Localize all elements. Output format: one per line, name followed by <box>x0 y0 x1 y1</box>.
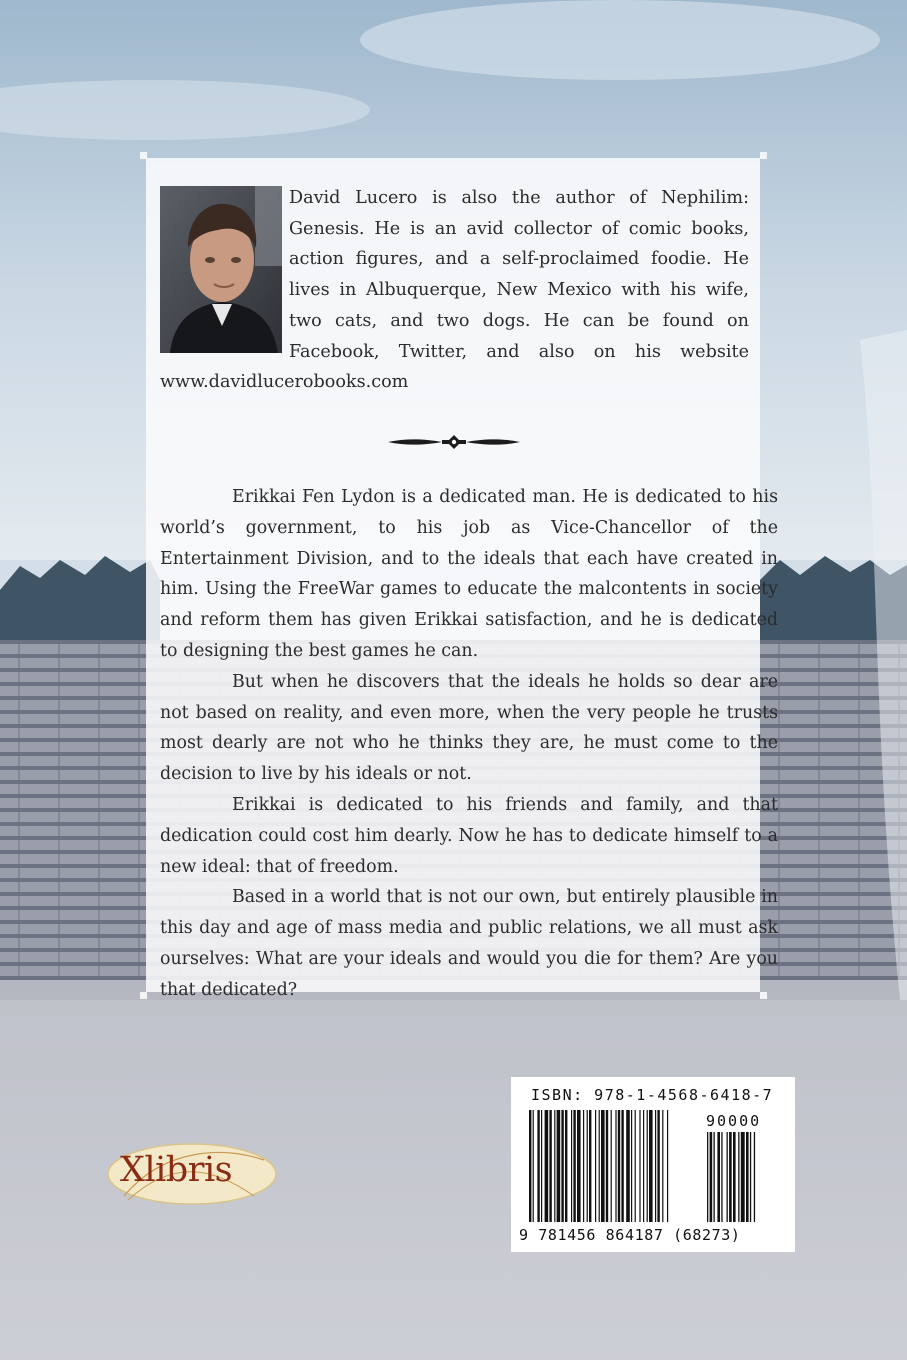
barcode-bar <box>611 1110 612 1222</box>
barcode-bar <box>643 1110 644 1222</box>
barcode-bar <box>529 1110 531 1222</box>
barcode-addon-bar <box>750 1132 751 1222</box>
barcode-bar <box>639 1110 640 1222</box>
synopsis-paragraph: But when he discovers that the ideals he holds so dear are not based on reality, and even more, when the very people he trusts most dearly are not who he thinks they are, he must come to the decision to live by his ideals or not. <box>160 671 778 785</box>
price-code: 90000 <box>706 1112 762 1130</box>
barcode-bar <box>631 1110 632 1222</box>
barcode-addon-bar <box>729 1132 732 1222</box>
author-bio <box>160 183 749 398</box>
panel-corner <box>140 992 147 999</box>
synopsis-paragraph: Erikkai Fen Lydon is a dedicated man. He is dedicated to his world’s government, to his job as Vice-Chancellor of the Entertainment Division, and to the ideals that each have created in him. Using the FreeWar games to educate the malcontents in society and reform them has given Erikkai satisfaction, and he is dedicated to designing the best games he can. <box>160 487 778 661</box>
barcode-bar <box>565 1110 567 1222</box>
publisher-logo-text: Xlibris <box>120 1150 233 1190</box>
barcode-bar <box>662 1110 663 1222</box>
barcode-addon-bar <box>714 1132 715 1222</box>
barcode-bar <box>599 1110 600 1222</box>
barcode-addon-bar <box>717 1132 720 1222</box>
barcode-bar <box>595 1110 596 1222</box>
barcode-bar <box>549 1110 551 1222</box>
barcode-addon-bar <box>707 1132 708 1222</box>
publisher-logo <box>104 1138 280 1210</box>
barcode-bar <box>577 1110 581 1222</box>
barcode-bar <box>545 1110 549 1222</box>
panel-corner <box>760 152 767 159</box>
barcode-bar <box>561 1110 563 1222</box>
barcode-digits: 9 781456 864187 (68273) <box>519 1226 741 1244</box>
synopsis-paragraph: Based in a world that is not our own, but entirely plausible in this day and age of mass media and public relations, we all must ask ourselves: What are your ideals and would you die for them? Are you that dedicated? <box>160 887 778 1000</box>
barcode-bar <box>541 1110 542 1222</box>
barcode-bar <box>647 1110 648 1222</box>
barcode-bar <box>573 1110 575 1222</box>
barcode-bar <box>533 1110 534 1222</box>
barcode-bar <box>615 1110 616 1222</box>
cloud <box>360 0 880 80</box>
author-bio-text: David Lucero is also the author of Nephilim: Genesis. He is an avid collector of comic books, action figures, and a self-proclaimed foodie. He lives in Albuquerque, New Mexico with his wife, two cats, and two dogs. He can be found on Facebook, Twitter, and also on his website www.davidlucerobooks.com <box>160 188 749 393</box>
barcode-bar <box>649 1110 653 1222</box>
barcode-addon-bar <box>738 1132 739 1222</box>
barcode-addon-bar <box>710 1132 713 1222</box>
barcode-addon-bar <box>746 1132 749 1222</box>
barcode-addon-bar <box>727 1132 728 1222</box>
barcode-bar <box>655 1110 656 1222</box>
barcode-bar <box>557 1110 561 1222</box>
barcode-bar <box>601 1110 605 1222</box>
barcode-addon-bar <box>754 1132 755 1222</box>
isbn-barcode <box>511 1077 795 1252</box>
barcode-bar <box>571 1110 572 1222</box>
barcode-bar <box>635 1110 636 1222</box>
book-synopsis <box>160 482 778 1006</box>
barcode-bar <box>618 1110 620 1222</box>
panel-corner <box>140 152 147 159</box>
barcode-addon-bar <box>721 1132 722 1222</box>
barcode-bar <box>621 1110 623 1222</box>
barcode-bars <box>529 1110 779 1226</box>
barcode-bar <box>554 1110 555 1222</box>
barcode-bar <box>606 1110 608 1222</box>
barcode-bar <box>667 1110 668 1222</box>
barcode-bar <box>587 1110 588 1222</box>
barcode-addon-bar <box>733 1132 736 1222</box>
ornament-divider <box>386 434 522 450</box>
synopsis-paragraph: Erikkai is dedicated to his friends and family, and that dedication could cost him dearly. Now he has to dedicate himself to a new ideal: that of freedom. <box>160 794 778 877</box>
isbn-label: ISBN: 978-1-4568-6418-7 <box>531 1086 774 1104</box>
barcode-bar <box>537 1110 539 1222</box>
tree-line <box>0 556 160 640</box>
barcode-bar <box>589 1110 591 1222</box>
barcode-addon-bar <box>741 1132 745 1222</box>
barcode-bar <box>657 1110 659 1222</box>
barcode-bar <box>626 1110 630 1222</box>
barcode-bar <box>583 1110 584 1222</box>
